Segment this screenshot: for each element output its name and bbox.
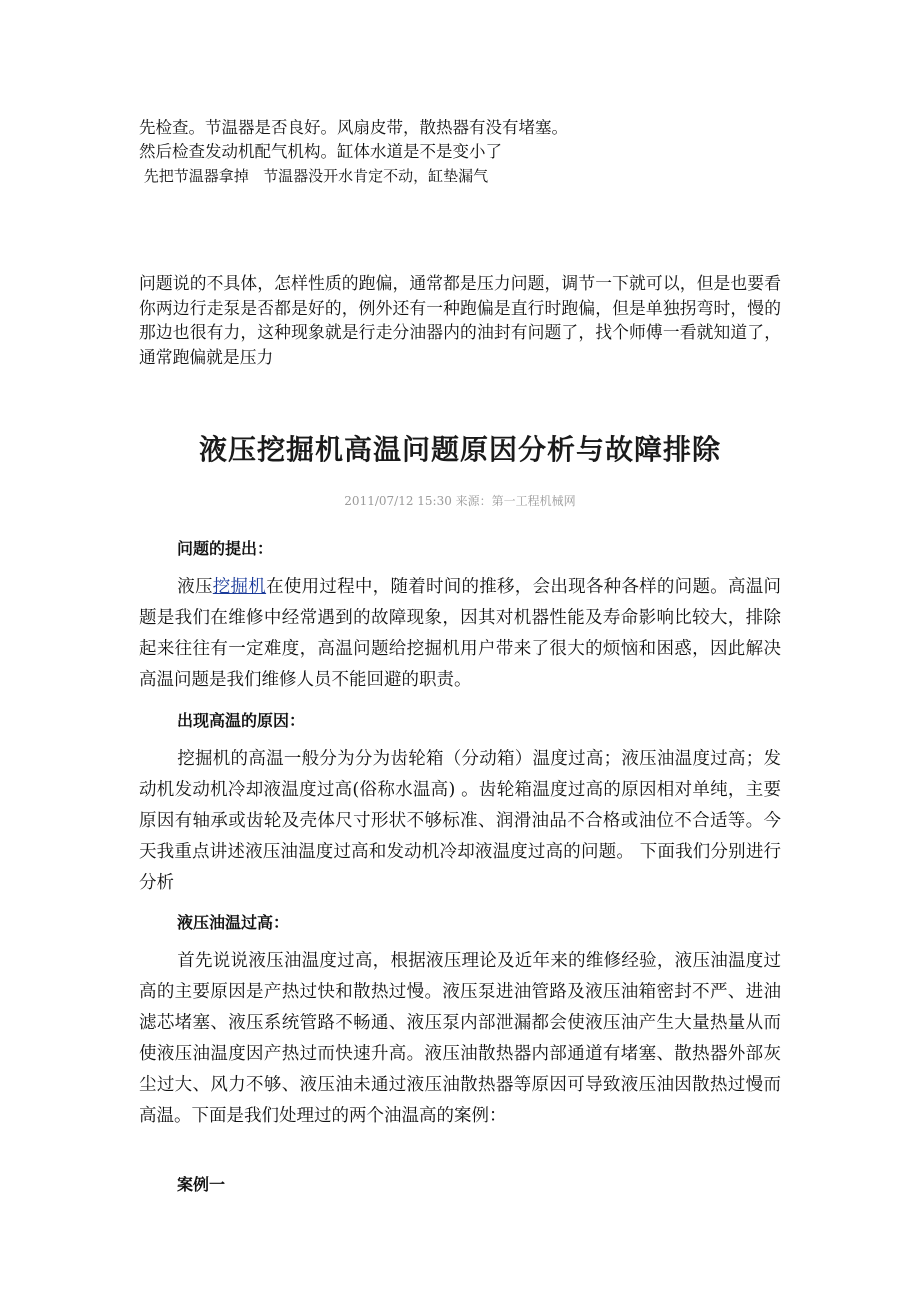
oil-temp-text: 首先说说液压油温度过高，根据液压理论及近年来的维修经验，液压油温度过高的主要原因是产热过快和散热过慢。液压泵进油管路及液压油箱密封不严、进油滤芯堵塞、液压系统管路不畅通、液压泵内部泄漏都会使液压油产生大量热量从而使液压油温度因产热过而快速升高。液压油散热器内部通道有堵塞、散热器外部灰尘过大、风力不够、液压油未通过液压油散热器等原因可导致液压油因散热过慢而高温。下面是我们处理过的两个油温高的案例： — [139, 951, 781, 1126]
oil-temp-paragraph — [139, 946, 781, 1132]
excavator-link[interactable]: 挖掘机 — [212, 577, 267, 597]
intro-line-3: 先把节温器拿掉 节温器没开水肯定不动，缸垫漏气 — [139, 167, 489, 185]
section-heading-cause: 出现高温的原因： — [177, 711, 306, 730]
qa-paragraph: 问题说的不具体，怎样性质的跑偏，通常都是压力问题，调节一下就可以，但是也要看你两边行走泵是否都是好的，例外还有一种跑偏是直行时跑偏，但是单独拐弯时，慢的那边也很有力，这种现象就是行走分油器内的油封有问题了，找个师傅一看就知道了，通常跑偏就是压力 — [139, 273, 781, 367]
intro-line-2: 然后检查发动机配气机构。缸体水道是不是变小了 — [139, 142, 502, 161]
section-heading-oil-temp: 液压油温过高： — [177, 913, 290, 932]
section-heading-case-one: 案例一 — [177, 1175, 226, 1194]
problem-text-post: 在使用过程中，随着时间的推移，会出现各种各样的问题。高温问题是我们在维修中经常遇到的故障现象，因其对机器性能及寿命影响比较大，排除起来往往有一定难度，高温问题给挖掘机用户带来了很大的烦恼和困惑，因此解决高温问题是我们维修人员不能回避的职责。 — [139, 577, 782, 690]
problem-text-pre: 液压 — [177, 577, 213, 597]
article-title: 液压挖掘机高温问题原因分析与故障排除 — [198, 433, 721, 466]
article-meta: 2011/07/12 15:30 来源：第一工程机械网 — [344, 494, 576, 508]
cause-paragraph — [139, 744, 781, 899]
intro-notes — [139, 116, 781, 188]
problem-paragraph — [139, 572, 781, 696]
cause-text: 挖掘机的高温一般分为分为齿轮箱（分动箱）温度过高；液压油温度过高；发动机发动机冷却液温度过高(俗称水温高) 。齿轮箱温度过高的原因相对单纯，主要原因有轴承或齿轮及壳体尺寸形状不够标准、润滑油品不合格或油位不合适等。今天我重点讲述液压油温度过高和发动机冷却液温度过高的问题。 下面我们分别进行分析 — [139, 749, 781, 893]
intro-line-1: 先检查。节温器是否良好。风扇皮带，散热器有没有堵塞。 — [139, 118, 568, 137]
section-heading-problem: 问题的提出： — [177, 539, 274, 558]
